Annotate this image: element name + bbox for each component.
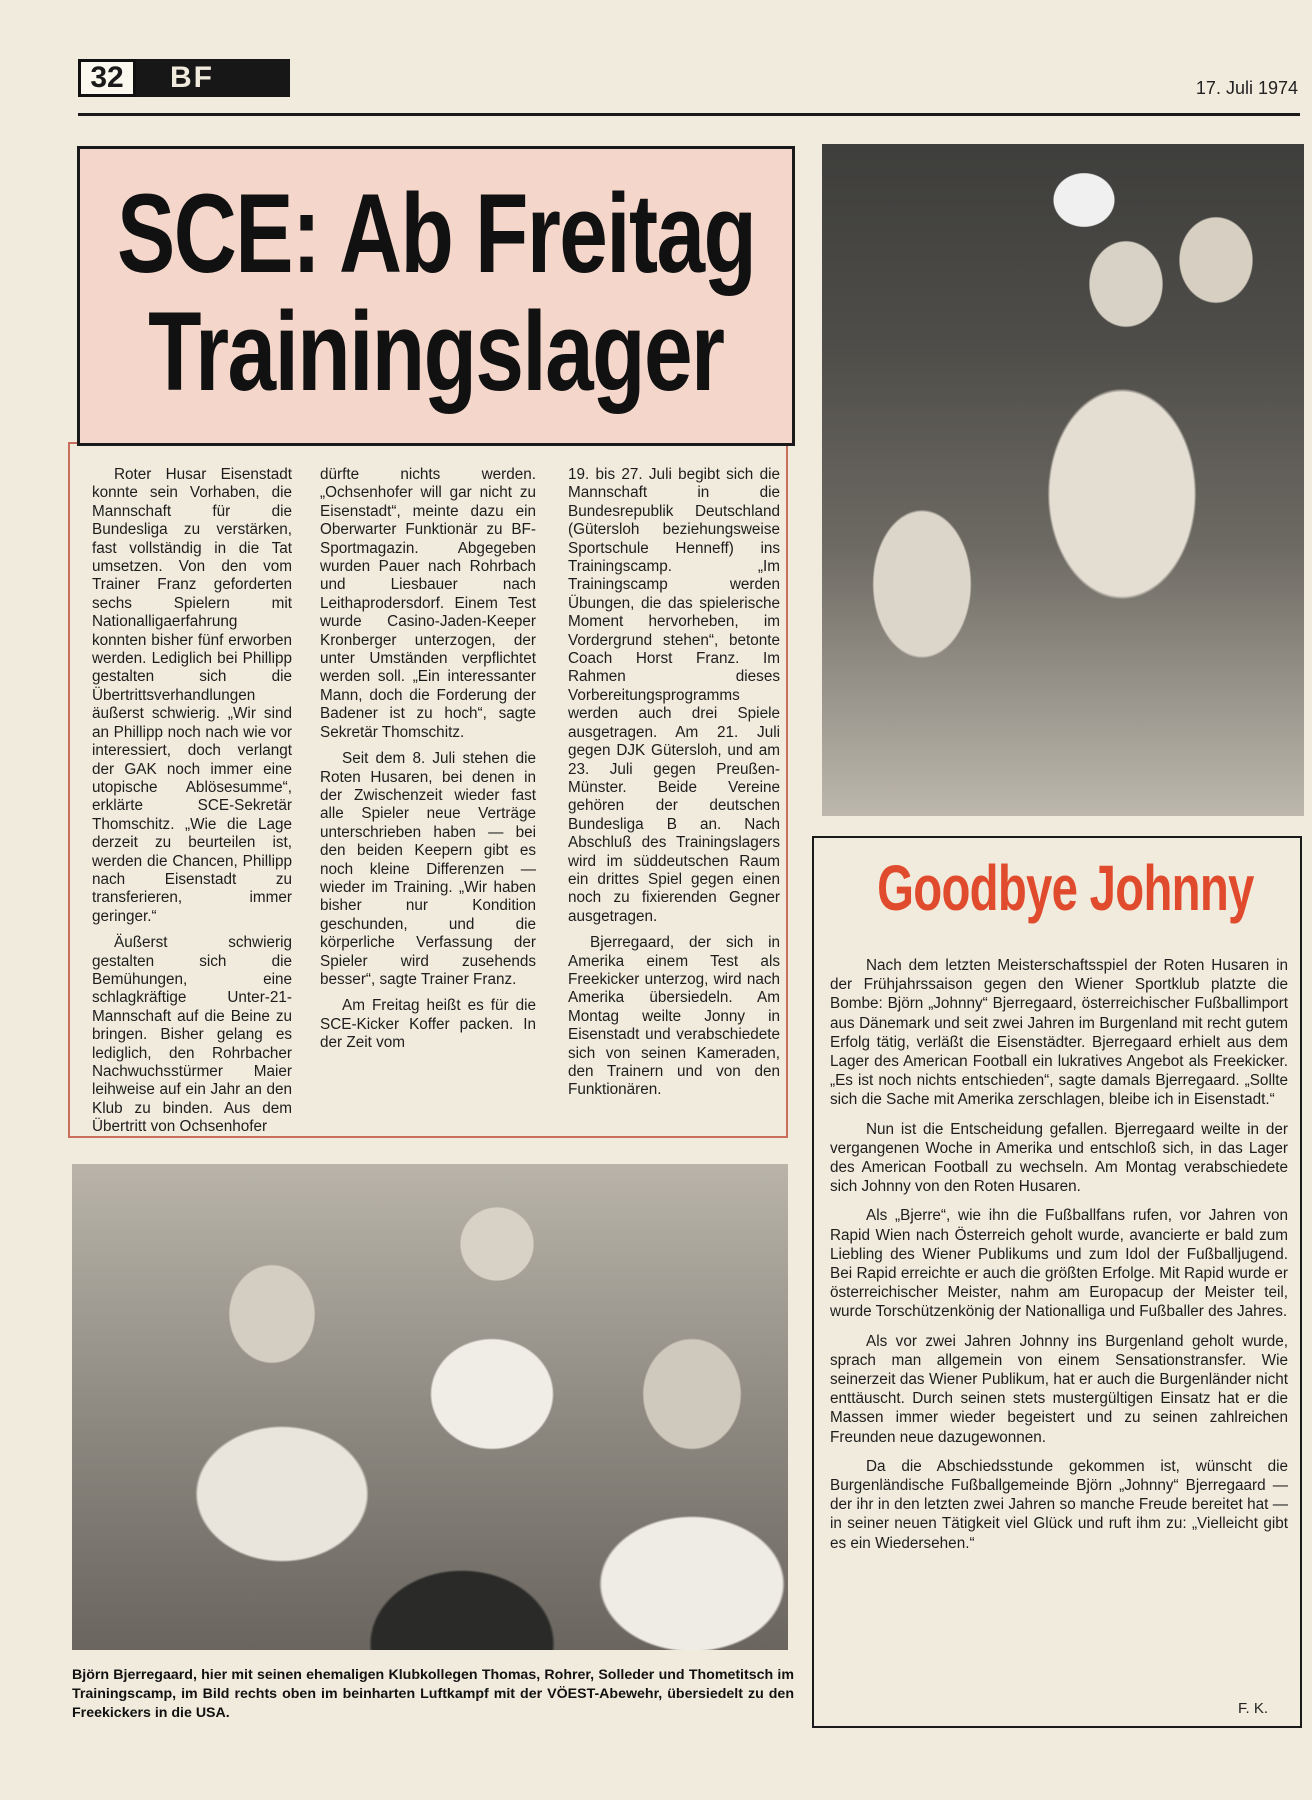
sidebar-paragraph: Da die Abschiedsstunde gekommen ist, wünscht die Burgenländische Fußballgemeinde Björn „Johnny“ Bjerregaard — der ihr in den letzten zwei Jahren so manche Freude bereitet hat — in seiner neuen Tätigkeit viel Glück und ruft ihm zu: „Vielleicht gibt es ein Wiedersehen.“ <box>830 1457 1288 1552</box>
sidebar-paragraph: Nun ist die Entscheidung gefallen. Bjerregaard weilte in der vergangenen Woche in Amerika und entschloß sich, in das Lager des American Football zu wechseln. Am Montag verabschiedete sich Johnny von den Roten Husaren. <box>830 1120 1288 1196</box>
masthead <box>78 55 1300 121</box>
article-paragraph: Am Freitag heißt es für die SCE-Kicker Koffer packen. In der Zeit vom <box>320 997 536 1052</box>
article-column-2 <box>320 466 536 1061</box>
article-paragraph: Roter Husar Eisenstadt konnte sein Vorhaben, die Mannschaft für die Bundesliga zu verstärken, fast vollständig in die Tat umsetzen. Von den vom Trainer Franz geforderten sechs Spielern mit Nationalligaerfahrung konnten bisher fünf erworben werden. Lediglich bei Phillipp gestalten sich die Übertrittsverhandlungen äußerst schwierig. „Wir sind an Phillipp noch nach wie vor interessiert, doch verlangt der GAK noch immer eine utopische Ablösesumme“, erklärte SCE-Sekretär Thomschitz. „Wie die Lage derzeit zu beurteilen ist, werden die Chancen, Phillipp nach Eisenstadt zu transferieren, immer geringer.“ <box>92 466 292 925</box>
sidebar-title: Goodbye Johnny <box>877 852 1254 924</box>
sidebar-body <box>830 956 1288 1563</box>
article-paragraph: dürfte nichts werden. „Ochsenhofer will gar nicht zu Eisenstadt“, meinte dazu ein Oberwarter Funktionär zu BF-Sportmagazin. Abgegeben wurden Pauer nach Rohrbach und Liesbauer nach Leithaprodersdorf. Einem Test wurde Casino-Jaden-Keeper Kronberger unterzogen, der unter Umständen verpflichtet werden soll. „Ein interessanter Mann, doch die Forderung der Badener ist zu hoch“, sagte Sekretär Thomschitz. <box>320 466 536 741</box>
author-signature: F. K. <box>1238 1700 1269 1717</box>
page-number: 32 <box>78 59 136 97</box>
article-column-1 <box>92 466 292 1145</box>
sidebar-paragraph: Als vor zwei Jahren Johnny ins Burgenland geholt wurde, sprach man allgemein von einem Sensationstransfer. Wie seinerzeit das Wiener Publikum, hat er auch die Burgenländer nicht enttäuscht. Durch seinen stets mustergültigen Einsatz hat er die Massen immer wieder begeistert und zu seinen zahlreichen Freunden neue dazugewonnen. <box>830 1332 1288 1446</box>
sidebar-paragraph: Nach dem letzten Meisterschaftsspiel der Roten Husaren in der Frühjahrssaison gegen den Wiener Sportklub platzte die Bombe: Björn „Johnny“ Bjerregaard, österreichischer Fußballimport aus Dänemark und seit zwei Jahren im Burgenland mit recht gutem Erfolg tätig, verläßt die Eisenstädter. Bjerregaard erhielt aus dem Lager des American Football ein lukratives Angebot als Freekicker. „Es ist noch nichts entschieden“, sagte damals Bjerregaard. „Sollte sich die Sache mit Amerika zerschlagen, bleibe ich in Eisenstadt.“ <box>830 957 1288 1109</box>
publication-logo: BF <box>136 59 290 97</box>
article-column-3 <box>568 466 780 1108</box>
article-paragraph: 19. bis 27. Juli begibt sich die Mannschaft in die Bundesrepublik Deutschland (Gütersloh beziehungsweise Sportschule Henneff) ins Trainingscamp. „Im Trainingscamp werden Übungen, die das spielerische Moment hervorheben, im Vordergrund stehen“, betonte Coach Horst Franz. Im Rahmen dieses Vorbereitungsprogramms werden auch drei Spiele ausgetragen. Am 21. Juli gegen DJK Gütersloh, und am 23. Juli gegen Preußen-Münster. Beide Vereine gehören der deutschen Bundesliga B an. Nach Abschluß des Trainingslagers wird im süddeutschen Raum ein drittes Spiel gegen einen noch zu fixierenden Gegner ausgetragen. <box>568 466 780 925</box>
sidebar-paragraph: Als „Bjerre“, wie ihn die Fußballfans rufen, vor Jahren von Rapid Wien nach Österreich geholt wurde, avancierte er bald zum Liebling des Wiener Publikums und zum Idol der Fußballjugend. Bei Rapid erreichte er auch die größten Erfolge. Mit Rapid wurde er österreichischer Meister, nahm am Europacup der Meister teil, wurde Torschützenkönig der Nationalliga und Fußballer des Jahres. <box>830 1207 1288 1321</box>
headline-line-1: SCE: Ab Freitag <box>116 171 756 296</box>
photo-caption: Björn Bjerregaard, hier mit seinen ehemaligen Klubkollegen Thomas, Rohrer, Solleder und Thometitsch im Trainingscamp, im Bild rechts oben im beinharten Luftkampf mit der VÖEST-Abewehr, übersiedelt zu den Freekickers in die USA. <box>72 1667 794 1721</box>
article-headline <box>77 146 795 446</box>
issue-date: 17. Juli 1974 <box>1195 78 1298 98</box>
match-photo <box>822 144 1304 816</box>
training-camp-photo <box>72 1164 788 1650</box>
article-paragraph: Seit dem 8. Juli stehen die Roten Husaren, bei denen in der Zwischenzeit wieder fast alle Spieler neue Verträge unterschrieben haben — bei den beiden Keepern gibt es noch kleine Differenzen — wieder im Training. „Wir haben bisher nur Kondition geschunden, und die körperliche Verfassung der Spieler wird zusehends besser“, sagte Trainer Franz. <box>320 750 536 988</box>
article-paragraph: Bjerregaard, der sich in Amerika einem Test als Freekicker unterzog, wird nach Amerika übersiedeln. Am Montag weilte Jonny in Eisenstadt und verabschiedete sich von seinen Kameraden, den Trainern und von den Funktionären. <box>568 934 780 1099</box>
masthead-rule <box>78 113 1300 116</box>
headline-line-2: Trainingslager <box>148 289 724 414</box>
article-paragraph: Äußerst schwierig gestalten sich die Bemühungen, eine schlagkräftige Unter-21-Mannschaft auf die Beine zu bringen. Bisher gelang es lediglich, den Rohrbacher Nachwuchsstürmer Maier leihweise auf ein Jahr an den Klub zu binden. Aus dem Übertritt von Ochsenhofer <box>92 934 292 1136</box>
